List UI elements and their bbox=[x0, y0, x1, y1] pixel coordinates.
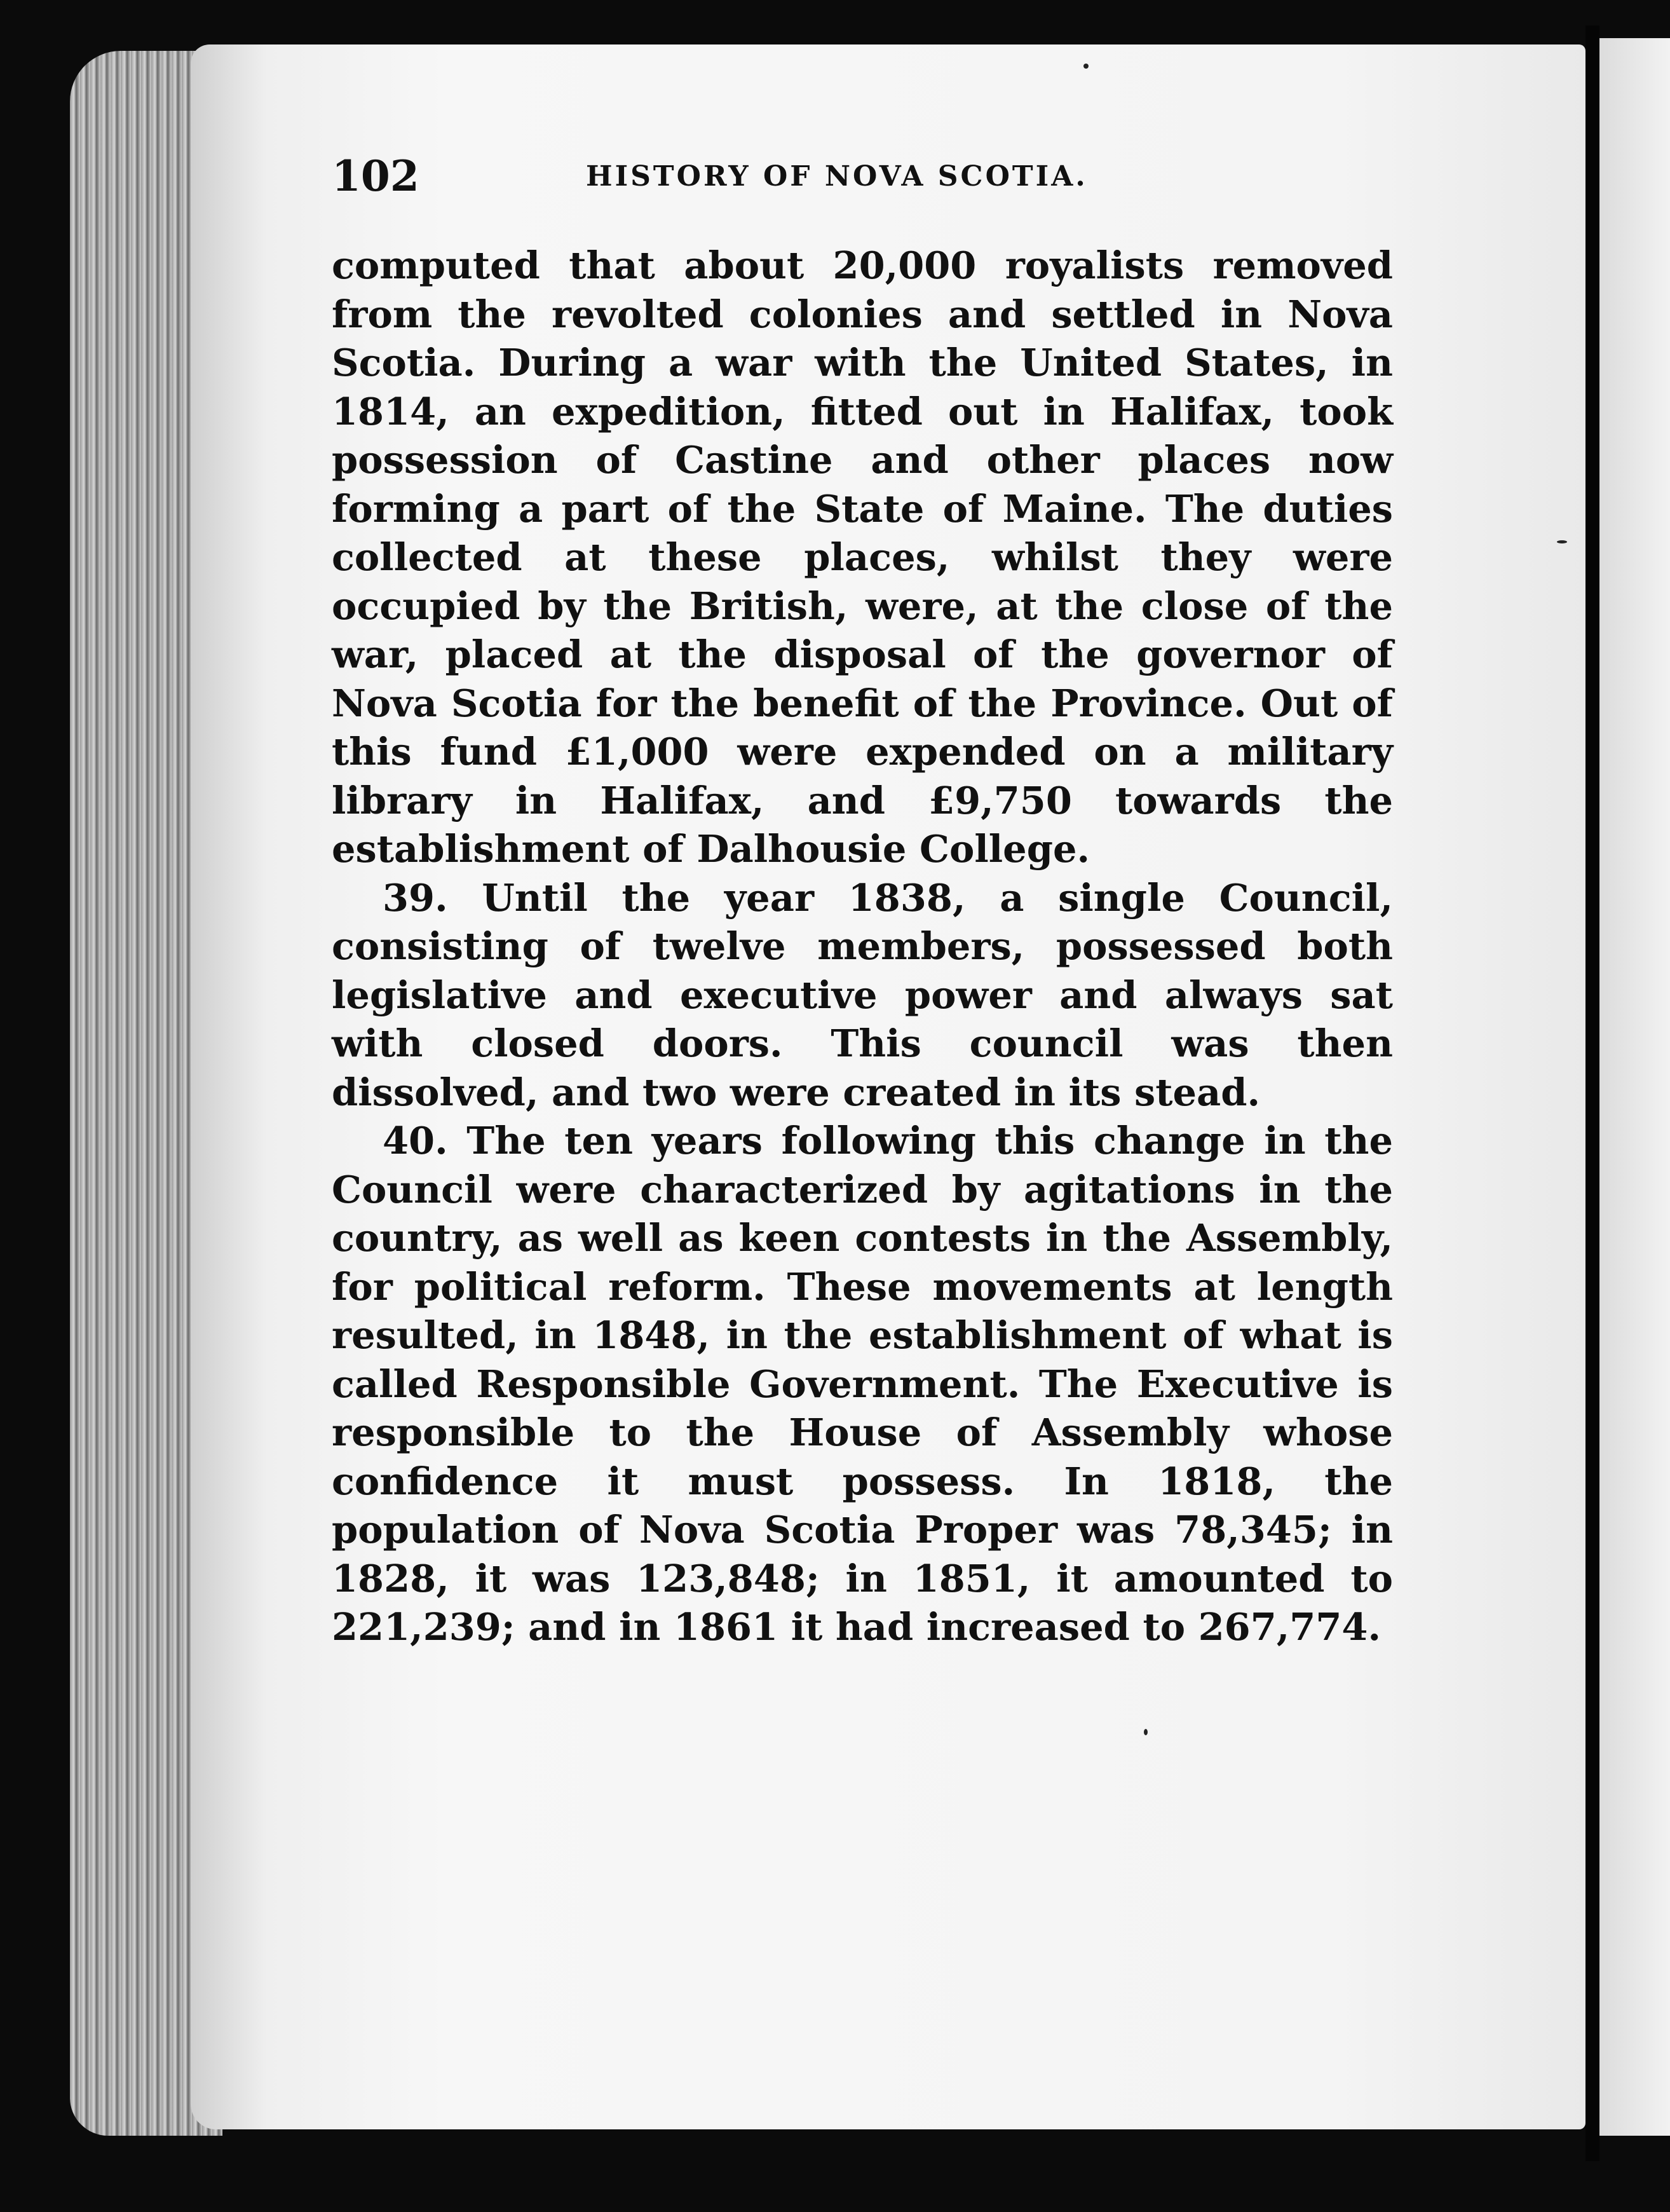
page-number: 102 bbox=[332, 151, 419, 201]
ink-speck bbox=[1083, 64, 1089, 69]
paragraph-39: 39. Until the year 1838, a single Council, consisting of twelve members, possessed both legislative and executive power and always sat with closed doors. This council was then dissolved, and two were created in its stead. bbox=[332, 875, 1393, 1114]
ink-speck bbox=[1557, 540, 1567, 543]
paragraph-continued: computed that about 20,000 royalists removed from the revolted colonies and settled in Nova Scotia. During a war with the United States, in 1814, an expedition, fitted out in Halifax, took possession of Castine and other places now forming a part of the State of Maine. The duties collected at these places, whilst they were occupied by the British, were, at the close of the war, placed at the disposal of the governor of Nova Scotia for the benefit of the Province. Out of this fund £1,000 were expended on a military library in Halifax, and £9,750 towards the establishment of Dalhousie College. bbox=[332, 243, 1393, 871]
facing-page-edge bbox=[1599, 38, 1670, 2136]
page-header bbox=[332, 151, 1539, 208]
running-head: HISTORY OF NOVA SCOTIA. bbox=[586, 160, 1088, 193]
body-text bbox=[332, 242, 1393, 1652]
paragraph-40: 40. The ten years following this change in the Council were characterized by agitations in the country, as well as keen contests in the Assembly, for political reform. These movements at length resulted, in 1848, in the establishment of what is called Responsible Government. The Executive is responsible to the House of Assembly whose confidence it must possess. In 1818, the population of Nova Scotia Proper was 78,345; in 1828, it was 123,848; in 1851, it amounted to 221,239; and in 1861 it had increased to 267,774. bbox=[332, 1119, 1393, 1649]
book-gutter bbox=[1585, 25, 1599, 2161]
ink-speck bbox=[1144, 1729, 1148, 1735]
